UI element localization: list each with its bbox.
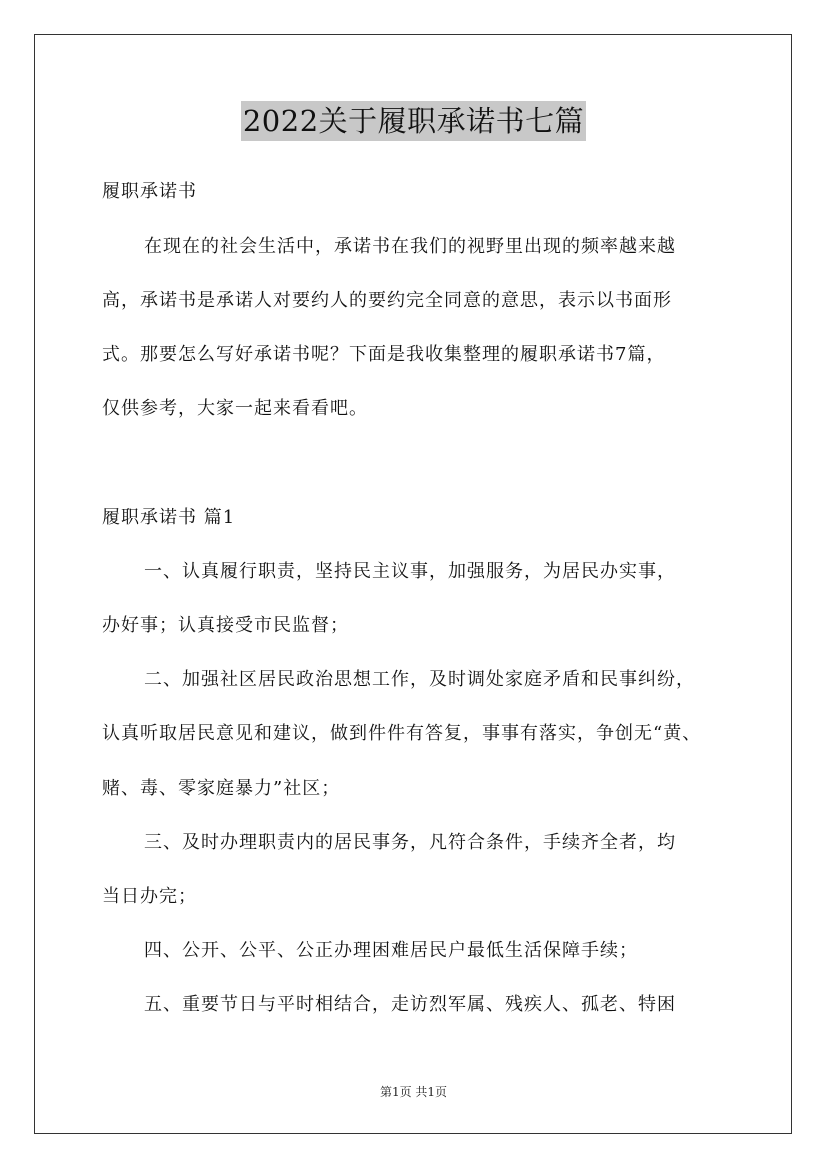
paragraph-line: 四、公开、公平、公正办理困难居民户最低生活保障手续；: [144, 940, 638, 961]
paragraph-line: 办好事；认真接受市民监督；: [102, 615, 349, 636]
page-footer: 第1页 共1页: [379, 1085, 448, 1099]
paragraph-line: 二、加强社区居民政治思想工作，及时调处家庭矛盾和民事纠纷，: [144, 669, 695, 690]
paragraph-line: 一、认真履行职责，坚持民主议事，加强服务，为居民办实事，: [144, 561, 676, 582]
paragraph-line: 认真听取居民意见和建议，做到件件有答复，事事有落实，争创无“黄、: [102, 723, 702, 744]
document-title: 2022关于履职承诺书七篇: [241, 101, 586, 141]
paragraph-line: 在现在的社会生活中，承诺书在我们的视野里出现的频率越来越: [144, 236, 676, 257]
paragraph-line: 三、及时办理职责内的居民事务，凡符合条件，手续齐全者，均: [144, 832, 676, 853]
section-heading: 履职承诺书: [102, 181, 197, 202]
document-title-wrapper: [0, 101, 827, 141]
section-heading: 履职承诺书 篇1: [102, 507, 236, 528]
paragraph-line: 式。那要怎么写好承诺书呢？下面是我收集整理的履职承诺书7篇，: [102, 344, 666, 365]
paragraph-line: 当日办完；: [102, 886, 197, 907]
paragraph-line: 仅供参考，大家一起来看看吧。: [102, 398, 368, 419]
paragraph-line: 赌、毒、零家庭暴力”社区；: [102, 778, 341, 799]
paragraph-line: 五、重要节日与平时相结合，走访烈军属、残疾人、孤老、特困: [144, 994, 676, 1015]
paragraph-line: 高，承诺书是承诺人对要约人的要约完全同意的意思，表示以书面形: [102, 290, 672, 311]
